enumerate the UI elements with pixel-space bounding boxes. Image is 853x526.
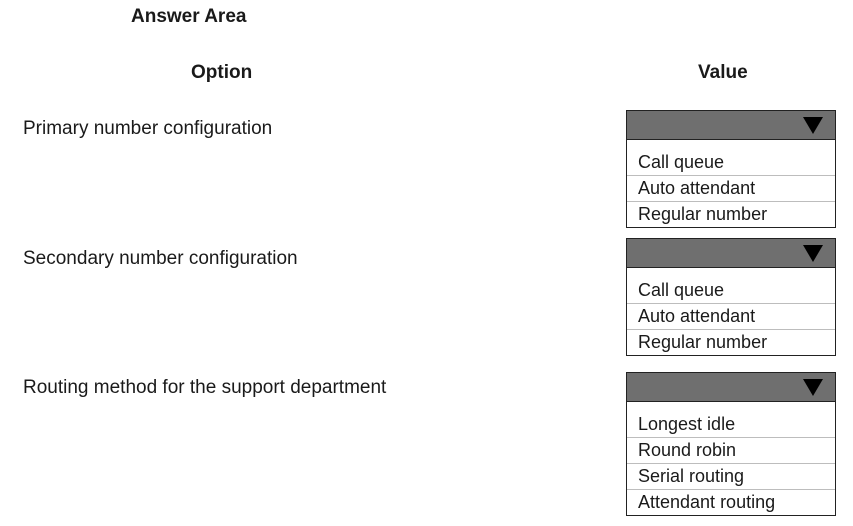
option-column-header: Option <box>191 62 253 83</box>
dropdown-options <box>627 402 835 515</box>
option-label-primary-number: Primary number configuration <box>23 118 273 139</box>
dropdown-routing-method[interactable] <box>626 372 836 516</box>
dropdown-options <box>627 140 835 227</box>
dropdown-option[interactable]: Auto attendant <box>627 176 835 202</box>
dropdown-option[interactable]: Longest idle <box>627 412 835 438</box>
dropdown-option[interactable]: Auto attendant <box>627 304 835 330</box>
answer-area-title: Answer Area <box>131 6 247 27</box>
dropdown-option[interactable]: Regular number <box>638 204 768 224</box>
dropdown-option[interactable]: Serial routing <box>627 464 835 490</box>
dropdown-option[interactable]: Call queue <box>627 150 835 176</box>
triangle-down-icon <box>803 379 823 396</box>
option-label-routing-method: Routing method for the support department <box>23 377 387 398</box>
triangle-down-icon <box>803 117 823 134</box>
dropdown-option[interactable]: Regular number <box>638 332 768 352</box>
dropdown-header[interactable] <box>627 373 835 402</box>
triangle-down-icon <box>803 245 823 262</box>
dropdown-option[interactable]: Round robin <box>627 438 835 464</box>
dropdown-option[interactable]: Attendant routing <box>638 492 776 512</box>
dropdown-option[interactable]: Call queue <box>627 278 835 304</box>
value-column-header: Value <box>698 62 748 83</box>
dropdown-options <box>627 268 835 355</box>
option-label-secondary-number: Secondary number configuration <box>23 248 298 269</box>
dropdown-header[interactable] <box>627 239 835 268</box>
dropdown-primary-number[interactable] <box>626 110 836 228</box>
dropdown-header[interactable] <box>627 111 835 140</box>
dropdown-secondary-number[interactable] <box>626 238 836 356</box>
